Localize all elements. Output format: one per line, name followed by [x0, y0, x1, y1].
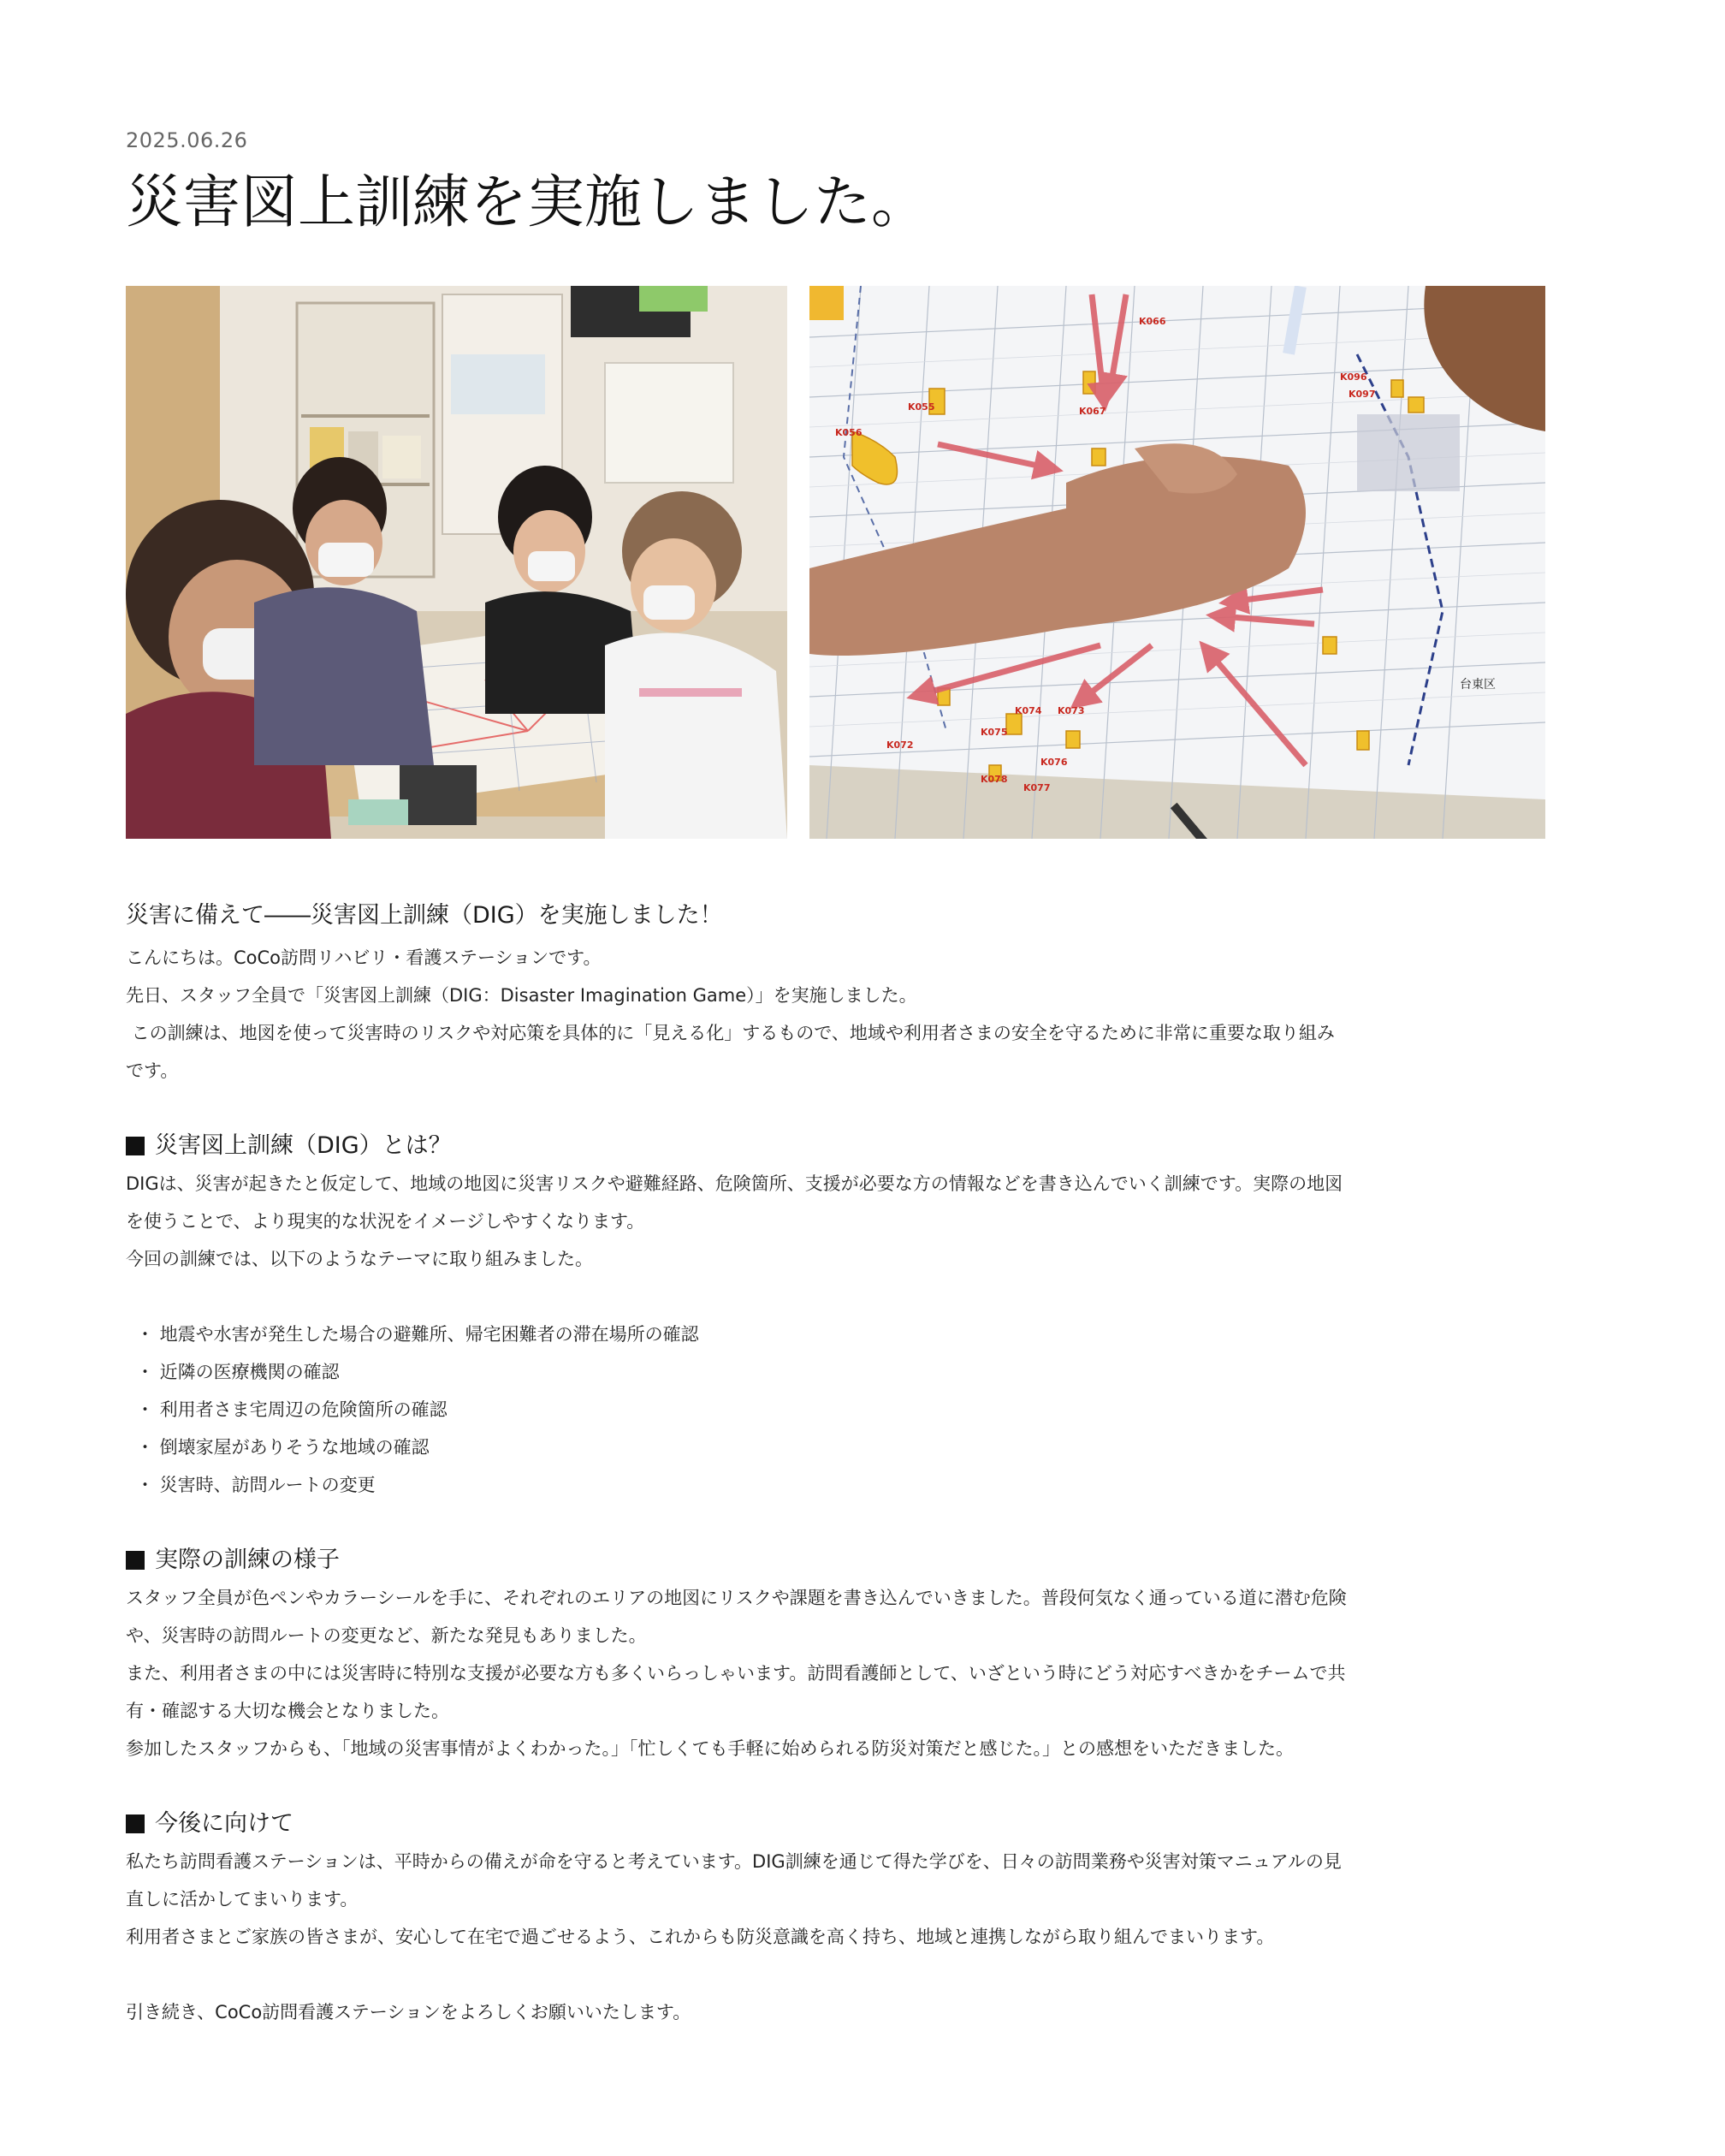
- training-photo-map: [809, 286, 1545, 839]
- map-label: K076: [1040, 757, 1068, 768]
- map-label: K073: [1058, 705, 1085, 716]
- section-paragraph: 有・確認する大切な機会となりました。: [126, 1700, 449, 1721]
- map-label: K096: [1340, 371, 1367, 383]
- theme-list-item: ・ 近隣の医療機関の確認: [136, 1361, 340, 1382]
- section-paragraph: また、利用者さまの中には災害時に特別な支援が必要な方も多くいらっしゃいます。訪問看護師として、いざという時にどう対応すべきかをチームで共: [126, 1662, 1346, 1684]
- square-bullet-icon: [126, 1814, 145, 1833]
- theme-list-item: ・ 倒壊家屋がありそうな地域の確認: [136, 1436, 430, 1458]
- section-heading-training: 実際の訓練の様子: [126, 1541, 1546, 1579]
- map-label: K097: [1349, 389, 1376, 400]
- intro-paragraph: こんにちは。CoCo訪問リハビリ・看護ステーションです。: [126, 947, 602, 968]
- article-body: [126, 899, 1546, 2031]
- theme-list-item: ・ 利用者さま宅周辺の危険箇所の確認: [136, 1399, 448, 1420]
- section-paragraph: や、災害時の訪問ルートの変更など、新たな発見もありました。: [126, 1624, 647, 1646]
- map-label: K074: [1015, 705, 1042, 716]
- intro-paragraph: 先日、スタッフ全員で「災害図上訓練（DIG：Disaster Imagination Game）」を実施しました。: [126, 984, 917, 1006]
- section-heading-future: 今後に向けて: [126, 1805, 1546, 1843]
- map-label: K066: [1139, 316, 1166, 327]
- section-heading-dig: 災害図上訓練（DIG）とは？: [126, 1127, 1546, 1165]
- intro-paragraph: です。: [126, 1060, 179, 1081]
- map-label: K072: [886, 739, 914, 751]
- map-label-district: 台東区: [1460, 678, 1496, 692]
- intro-paragraph: この訓練は、地図を使って災害時のリスクや対応策を具体的に「見える化」するもので、地域や利用者さまの安全を守るために非常に重要な取り組み: [126, 1022, 1335, 1043]
- section-paragraph: 今回の訓練では、以下のようなテーマに取り組みました。: [126, 1248, 593, 1269]
- map-label: K055: [908, 401, 935, 413]
- staff-photo-illustration: [126, 286, 787, 839]
- map-label: K067: [1079, 406, 1106, 417]
- map-label: K077: [1023, 782, 1051, 793]
- page-title: 災害図上訓練を実施しました。: [126, 169, 928, 235]
- square-bullet-icon: [126, 1137, 145, 1155]
- section-paragraph: スタッフ全員が色ペンやカラーシールを手に、それぞれのエリアの地図にリスクや課題を書き込んでいきました。普段何気なく通っている道に潜む危険: [126, 1587, 1347, 1608]
- section-paragraph: を使うことで、より現実的な状況をイメージしやすくなります。: [126, 1210, 645, 1232]
- square-bullet-icon: [126, 1551, 145, 1570]
- section-paragraph: DIGは、災害が起きたと仮定して、地域の地図に災害リスクや避難経路、危険箇所、支援が必要な方の情報などを書き込んでいく訓練です。実際の地図: [126, 1173, 1343, 1194]
- section-paragraph: 利用者さまとご家族の皆さまが、安心して在宅で過ごせるよう、これからも防災意識を高く持ち、地域と連携しながら取り組んでまいります。: [126, 1926, 1275, 1947]
- theme-list-item: ・ 災害時、訪問ルートの変更: [136, 1474, 376, 1495]
- map-label: K075: [981, 727, 1008, 738]
- section-paragraph: 私たち訪問看護ステーションは、平時からの備えが命を守ると考えています。DIG訓練を通じて得た学びを、日々の訪問業務や災害対策マニュアルの見: [126, 1850, 1342, 1872]
- post-date: 2025.06.26: [126, 128, 248, 152]
- training-photo-staff: [126, 286, 787, 839]
- article-lead: 災害に備えて――災害図上訓練（DIG）を実施しました！: [126, 902, 723, 929]
- map-label: K078: [981, 774, 1008, 785]
- section-paragraph: 直しに活かしてまいります。: [126, 1888, 359, 1910]
- map-label: K056: [835, 427, 862, 438]
- section-paragraph: 参加したスタッフからも、「地域の災害事情がよくわかった。」「忙しくても手軽に始められる防災対策だと感じた。」との感想をいただきました。: [126, 1737, 1294, 1759]
- closing-paragraph: 引き続き、CoCo訪問看護ステーションをよろしくお願いいたします。: [126, 2001, 691, 2022]
- map-photo-illustration: [809, 286, 1545, 839]
- theme-list-item: ・ 地震や水害が発生した場合の避難所、帰宅困難者の滞在場所の確認: [136, 1323, 699, 1345]
